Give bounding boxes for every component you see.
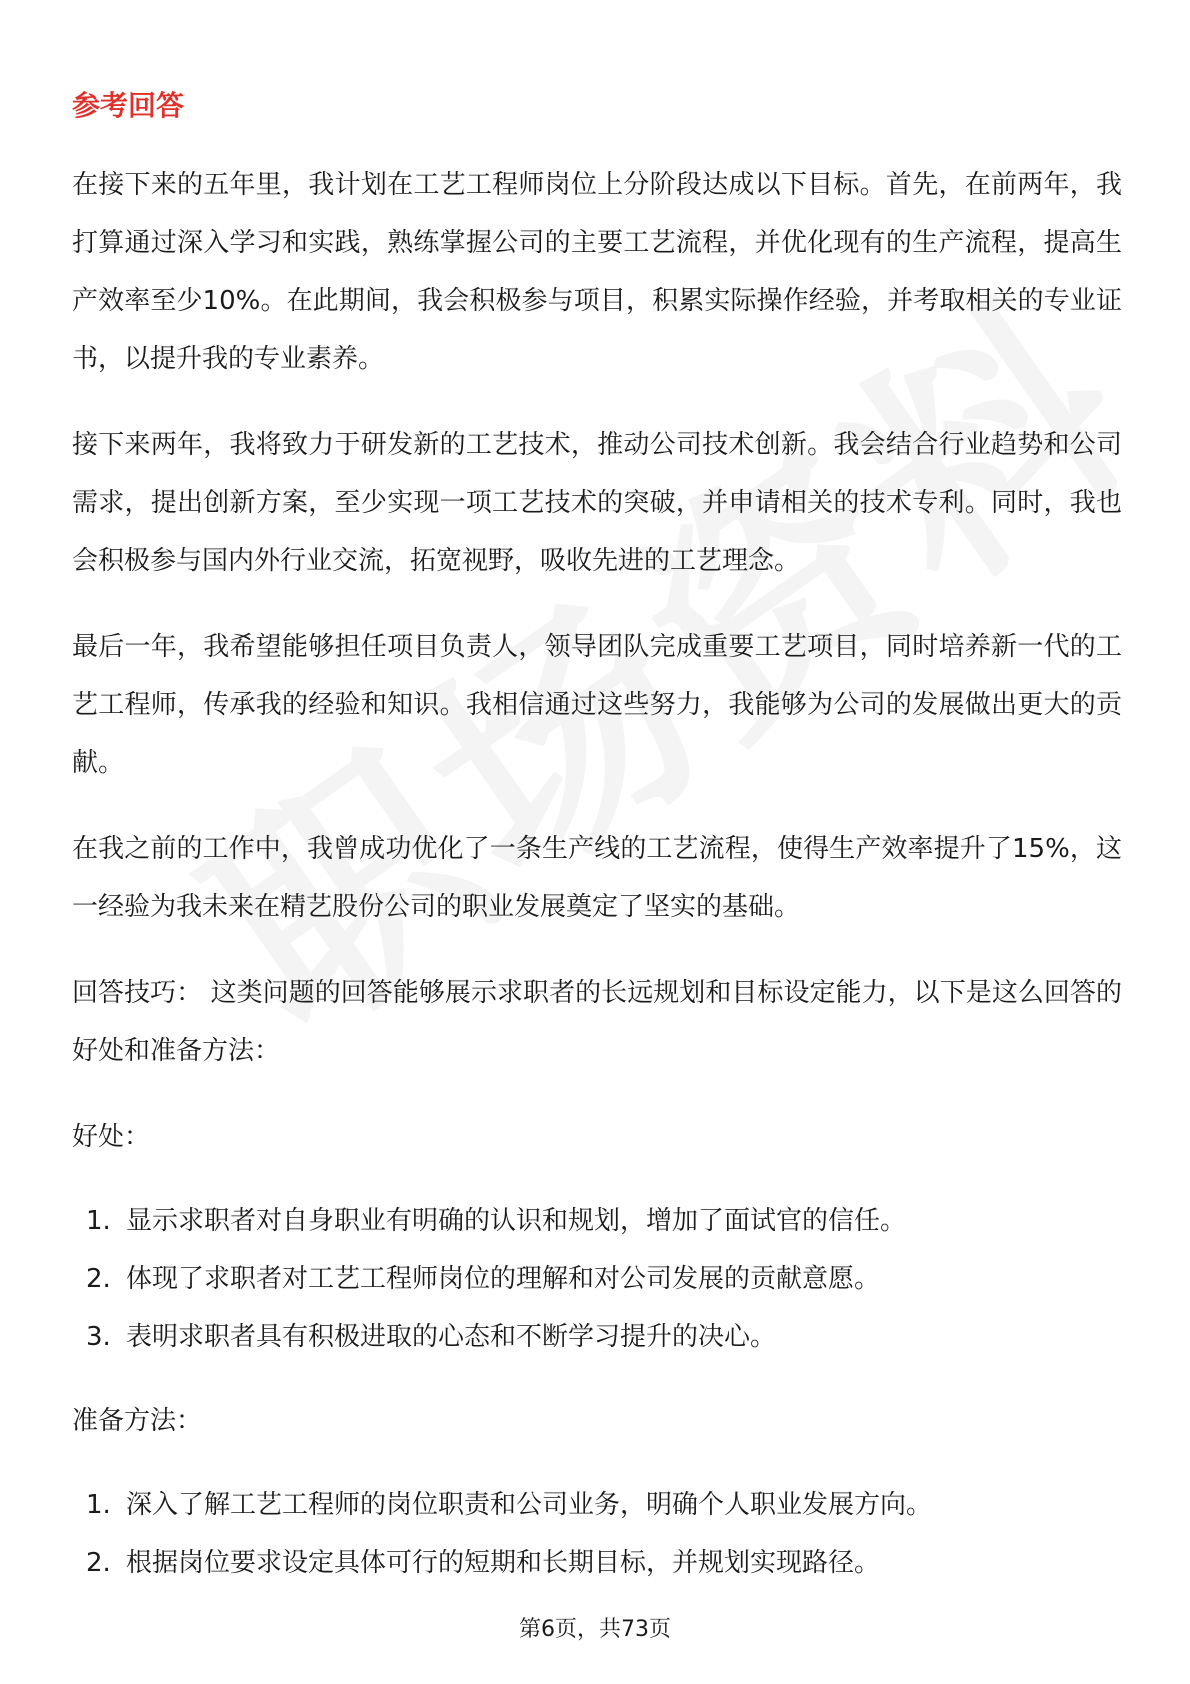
answer-paragraph-2: 接下来两年，我将致力于研发新的工艺技术，推动公司技术创新。我会结合行业趋势和公司需求，提出创新方案，至少实现一项工艺技术的突破，并申请相关的技术专利。同时，我也会积极参与国内外行业交流，拓宽视野，吸收先进的工艺理念。 [72,430,1122,576]
preparation-list [72,1476,1122,1592]
page-content [72,80,1122,1618]
tips-paragraph: 回答技巧： 这类问题的回答能够展示求职者的长远规划和目标设定能力，以下是这么回答的好处和准备方法： [72,978,1122,1066]
list-item [72,1476,1122,1534]
section-title: 参考回答 [72,89,185,122]
list-item-text: 显示求职者对自身职业有明确的认识和规划，增加了面试官的信任。 [126,1206,907,1236]
list-item [72,1192,1122,1250]
answer-paragraph-4: 在我之前的工作中，我曾成功优化了一条生产线的工艺流程，使得生产效率提升了15%，这一经验为我未来在精艺股份公司的职业发展奠定了坚实的基础。 [72,834,1122,922]
list-item-number: 1. [86,1490,111,1520]
list-item [72,1308,1122,1366]
preparation-label: 准备方法： [72,1406,203,1436]
list-item-text: 根据岗位要求设定具体可行的短期和长期目标，并规划实现路径。 [126,1548,881,1578]
answer-paragraph-1: 在接下来的五年里，我计划在工艺工程师岗位上分阶段达成以下目标。首先，在前两年，我打算通过深入学习和实践，熟练掌握公司的主要工艺流程，并优化现有的生产流程，提高生产效率至少10%。在此期间，我会积极参与项目，积累实际操作经验，并考取相关的专业证书，以提升我的专业素养。 [72,170,1122,374]
list-item-number: 2. [86,1264,111,1294]
list-item-number: 3. [86,1322,111,1352]
list-item [72,1534,1122,1592]
list-item-text: 表明求职者具有积极进取的心态和不断学习提升的决心。 [126,1322,777,1352]
answer-paragraph-3: 最后一年，我希望能够担任项目负责人，领导团队完成重要工艺项目，同时培养新一代的工艺工程师，传承我的经验和知识。我相信通过这些努力，我能够为公司的发展做出更大的贡献。 [72,632,1122,778]
benefits-label: 好处： [72,1122,151,1152]
list-item-number: 1. [86,1206,111,1236]
list-item-number: 2. [86,1548,111,1578]
list-item [72,1250,1122,1308]
page-number: 第6页，共73页 [519,1617,671,1642]
list-item-text: 深入了解工艺工程师的岗位职责和公司业务，明确个人职业发展方向。 [126,1490,933,1520]
benefits-list [72,1192,1122,1366]
list-item-text: 体现了求职者对工艺工程师岗位的理解和对公司发展的贡献意愿。 [126,1264,881,1294]
